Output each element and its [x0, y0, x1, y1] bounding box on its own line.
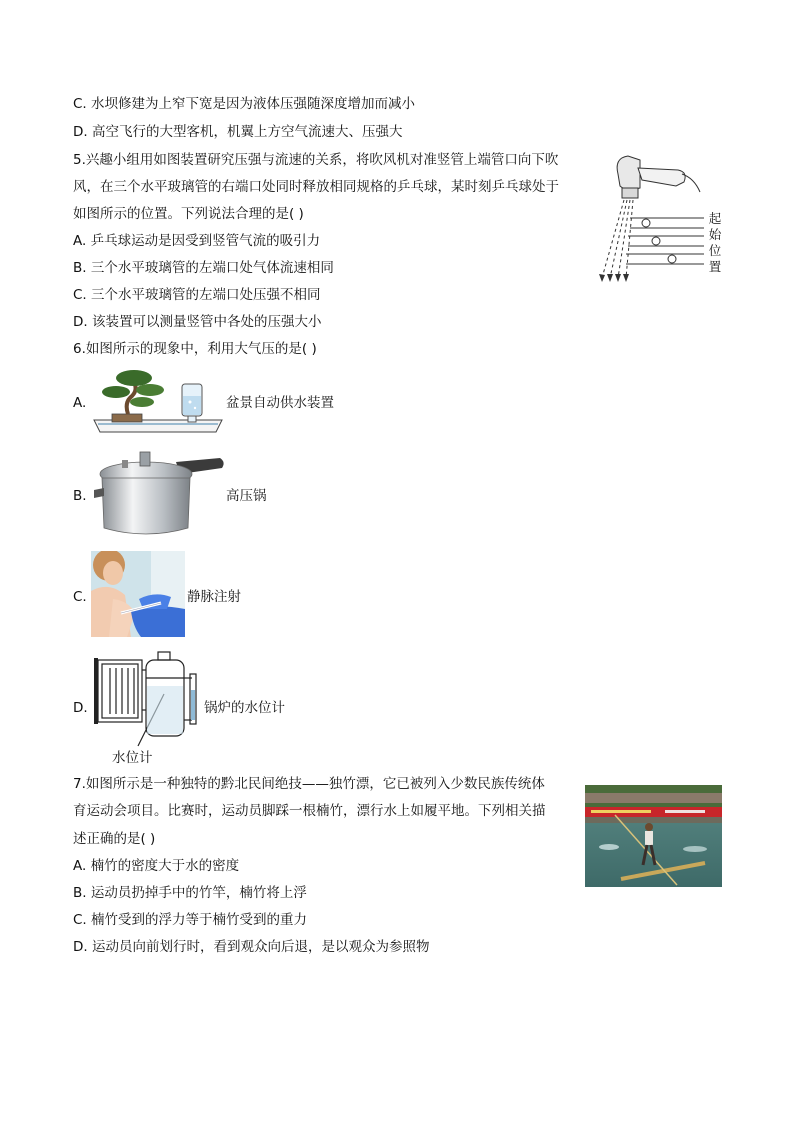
- q5-stem-line3: 如图所示的位置。下列说法合理的是( ): [73, 206, 304, 222]
- q7-option-b: B. 运动员扔掉手中的竹竿，楠竹将上浮: [73, 885, 307, 901]
- water-gauge-label: 水位计: [112, 750, 153, 766]
- q7-option-d: D. 运动员向前划行时，看到观众向后退，是以观众为参照物: [73, 939, 430, 955]
- q5-option-c: C. 三个水平玻璃管的左端口处压强不相同: [73, 287, 321, 303]
- intravenous-injection-image: [91, 551, 185, 637]
- q5-option-a: A. 乒乓球运动是因受到竖管气流的吸引力: [73, 233, 321, 249]
- q6-option-a-caption: 盆景自动供水装置: [226, 395, 334, 411]
- label-char: 置: [708, 259, 722, 274]
- label-char: 始: [708, 227, 722, 242]
- q6-option-d-letter: D.: [73, 700, 88, 716]
- q7-stem-line3: 述正确的是( ): [73, 831, 156, 847]
- q6-option-d-caption: 锅炉的水位计: [204, 700, 285, 716]
- label-char: 起: [708, 211, 722, 226]
- q5-start-position-label: [708, 211, 722, 275]
- q6-option-c-caption: 静脉注射: [187, 589, 241, 605]
- q6-option-a-letter: A.: [73, 395, 87, 411]
- q6-option-c-letter: C.: [73, 589, 87, 605]
- boiler-water-gauge-image: [92, 650, 202, 754]
- q5-option-d: D. 该装置可以测量竖管中各处的压强大小: [73, 314, 322, 330]
- q5-stem-line1: 5.兴趣小组用如图装置研究压强与流速的关系，将吹风机对准竖管上端管口向下吹: [73, 152, 559, 168]
- single-bamboo-drifting-photo: [585, 785, 722, 887]
- bonsai-water-supply-image: [92, 368, 224, 436]
- q7-stem-line2: 育运动会项目。比赛时，运动员脚踩一根楠竹，漂行水上如履平地。下列相关描: [73, 803, 546, 819]
- q7-option-a: A. 楠竹的密度大于水的密度: [73, 858, 240, 874]
- q6-option-b-caption: 高压锅: [226, 488, 267, 504]
- q6-stem: 6.如图所示的现象中，利用大气压的是( ): [73, 341, 317, 357]
- q7-option-c: C. 楠竹受到的浮力等于楠竹受到的重力: [73, 912, 308, 928]
- q6-option-b-letter: B.: [73, 488, 87, 504]
- q4-option-c: C. 水坝修建为上窄下宽是因为液体压强随深度增加而减小: [73, 96, 416, 112]
- q5-stem-line2: 风，在三个水平玻璃管的右端口处同时释放相同规格的乒乓球，某时刻乒乓球处于: [73, 179, 559, 195]
- q5-dryer-tube-figure: [596, 152, 708, 284]
- label-char: 位: [708, 243, 722, 258]
- q4-option-d: D. 高空飞行的大型客机，机翼上方空气流速大、压强大: [73, 124, 403, 140]
- pressure-cooker-image: [92, 448, 226, 540]
- q7-stem-line1: 7.如图所示是一种独特的黔北民间绝技——独竹漂，它已被列入少数民族传统体: [73, 776, 545, 792]
- q5-option-b: B. 三个水平玻璃管的左端口处气体流速相同: [73, 260, 334, 276]
